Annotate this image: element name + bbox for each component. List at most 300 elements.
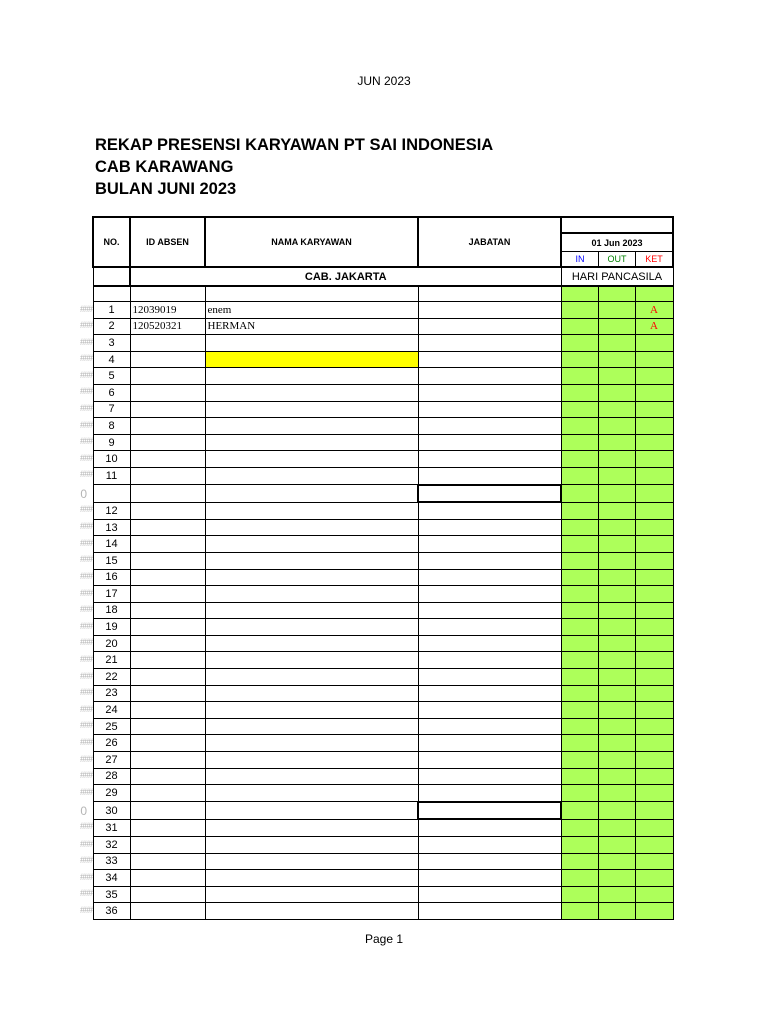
header-date: JUN 2023: [357, 74, 411, 88]
row-ket: [635, 870, 673, 887]
row-id-absen: [130, 368, 205, 385]
row-id-absen: [130, 768, 205, 785]
row-number: 25: [93, 718, 130, 735]
row-number: 12: [93, 502, 130, 519]
row-marker: ###: [79, 653, 92, 664]
row-in: [561, 335, 598, 352]
row-position: [418, 536, 561, 553]
row-employee-name: [205, 418, 418, 435]
row-position: [418, 302, 561, 319]
row-ket: [635, 886, 673, 903]
row-employee-name: [205, 602, 418, 619]
row-ket: [635, 735, 673, 752]
row-ket: [635, 451, 673, 468]
row-ket: [635, 602, 673, 619]
row-out: [598, 735, 635, 752]
row-ket: [635, 768, 673, 785]
row-out: [598, 418, 635, 435]
row-out: [598, 602, 635, 619]
date-header: [561, 217, 673, 267]
row-out: [598, 837, 635, 854]
table-row: [93, 886, 673, 903]
row-out: [598, 552, 635, 569]
row-employee-name: [205, 384, 418, 401]
row-marker: ###: [79, 320, 92, 331]
row-position: [418, 702, 561, 719]
row-marker: ###: [79, 521, 92, 532]
table-row: [93, 384, 673, 401]
row-position: [418, 519, 561, 536]
row-id-absen: [130, 685, 205, 702]
row-position: [418, 335, 561, 352]
row-out: [598, 368, 635, 385]
row-ket: [635, 685, 673, 702]
row-out: [598, 335, 635, 352]
row-position: [418, 318, 561, 335]
row-id-absen: [130, 418, 205, 435]
row-position: [418, 384, 561, 401]
row-marker: ###: [79, 703, 92, 714]
row-employee-name: [205, 569, 418, 586]
row-number: 14: [93, 536, 130, 553]
row-number: 19: [93, 619, 130, 636]
row-position: [418, 785, 561, 802]
row-out: [598, 685, 635, 702]
row-in: [561, 401, 598, 418]
table-row: [93, 652, 673, 669]
row-out: [598, 384, 635, 401]
row-marker: ###: [79, 336, 92, 347]
table-row: [93, 735, 673, 752]
row-position: [418, 368, 561, 385]
row-position: [418, 718, 561, 735]
row-position: [418, 351, 561, 368]
row-id-absen: [130, 752, 205, 769]
row-id-absen: [130, 619, 205, 636]
row-number: 1: [93, 302, 130, 319]
row-number: 8: [93, 418, 130, 435]
row-marker: ###: [79, 687, 92, 698]
row-out: [598, 853, 635, 870]
row-out: [598, 619, 635, 636]
row-out: [598, 485, 635, 503]
table-row: [93, 602, 673, 619]
row-employee-name: [205, 335, 418, 352]
row-number: 15: [93, 552, 130, 569]
row-position: [418, 602, 561, 619]
row-ket: [635, 351, 673, 368]
row-ket: [635, 401, 673, 418]
row-in: [561, 886, 598, 903]
row-ket: [635, 467, 673, 484]
row-out: [598, 669, 635, 686]
row-number: 20: [93, 635, 130, 652]
row-marker: ###: [79, 637, 92, 648]
row-id-absen: [130, 602, 205, 619]
table-row: [93, 903, 673, 920]
row-marker: ###: [79, 436, 92, 447]
date-label: 01 Jun 2023: [562, 234, 672, 252]
row-number: 3: [93, 335, 130, 352]
table-row: [93, 819, 673, 836]
row-id-absen: [130, 401, 205, 418]
row-position: [418, 669, 561, 686]
row-in: [561, 685, 598, 702]
row-employee-name: [205, 434, 418, 451]
row-id-absen: [130, 552, 205, 569]
row-out: [598, 569, 635, 586]
row-number: 13: [93, 519, 130, 536]
out-label: OUT: [599, 252, 636, 266]
row-out: [598, 635, 635, 652]
row-marker: ###: [79, 504, 92, 515]
row-marker: ###: [79, 571, 92, 581]
row-marker: ###: [79, 770, 92, 781]
row-number: 7: [93, 401, 130, 418]
row-marker: ###: [79, 821, 92, 832]
row-position: [418, 485, 561, 503]
row-position: [418, 467, 561, 484]
row-employee-name: [205, 886, 418, 903]
row-in: [561, 536, 598, 553]
ket-label: KET: [645, 254, 663, 264]
row-ket: [635, 802, 673, 820]
row-number: 31: [93, 819, 130, 836]
row-id-absen: [130, 536, 205, 553]
row-id-absen: [130, 569, 205, 586]
row-employee-name: [205, 351, 418, 368]
table-row: [93, 351, 673, 368]
row-position: [418, 886, 561, 903]
row-in: [561, 853, 598, 870]
table-row: [93, 418, 673, 435]
row-employee-name: [205, 785, 418, 802]
row-in: [561, 819, 598, 836]
row-in: [561, 768, 598, 785]
attendance-table: [92, 216, 674, 920]
row-in: [561, 552, 598, 569]
row-id-absen: [130, 335, 205, 352]
row-in: [561, 586, 598, 603]
table-row: [93, 519, 673, 536]
table-row: [93, 502, 673, 519]
col-header-no: NO.: [93, 217, 130, 267]
row-out: [598, 502, 635, 519]
row-marker: ###: [79, 855, 92, 866]
table-row: [93, 802, 673, 820]
row-marker: 0: [80, 803, 86, 818]
row-employee-name: [205, 519, 418, 536]
row-in: [561, 635, 598, 652]
row-in: [561, 837, 598, 854]
row-employee-name: [205, 669, 418, 686]
row-id-absen: [130, 735, 205, 752]
table-row: [93, 635, 673, 652]
row-id-absen: [130, 837, 205, 854]
row-number: 27: [93, 752, 130, 769]
row-number: 23: [93, 685, 130, 702]
row-employee-name: [205, 401, 418, 418]
row-id-absen: [130, 702, 205, 719]
row-out: [598, 752, 635, 769]
table-row: [93, 702, 673, 719]
row-marker: ###: [79, 587, 92, 598]
row-out: [598, 819, 635, 836]
row-marker: ###: [79, 670, 92, 681]
row-marker: ###: [79, 786, 92, 797]
row-employee-name: HERMAN: [205, 318, 418, 335]
row-out: [598, 401, 635, 418]
row-ket: [635, 752, 673, 769]
row-id-absen: [130, 451, 205, 468]
table-row: [93, 768, 673, 785]
table-row: [93, 401, 673, 418]
row-ket: [635, 485, 673, 503]
report-title: REKAP PRESENSI KARYAWAN PT SAI INDONESIA: [95, 136, 494, 154]
row-out: [598, 586, 635, 603]
report-branch-title: CAB KARAWANG: [95, 158, 234, 176]
row-ket: A: [635, 302, 673, 319]
row-position: [418, 903, 561, 920]
row-employee-name: [205, 870, 418, 887]
row-in: [561, 669, 598, 686]
row-ket: [635, 819, 673, 836]
row-ket: [635, 702, 673, 719]
row-position: [418, 434, 561, 451]
row-marker: ###: [79, 888, 92, 899]
row-in: [561, 718, 598, 735]
row-id-absen: [130, 853, 205, 870]
row-ket: [635, 903, 673, 920]
row-out: [598, 718, 635, 735]
row-number: 32: [93, 837, 130, 854]
row-in: [561, 652, 598, 669]
row-id-absen: [130, 802, 205, 820]
row-position: [418, 502, 561, 519]
row-id-absen: [130, 519, 205, 536]
table-row: [93, 552, 673, 569]
row-out: [598, 768, 635, 785]
row-id-absen: [130, 586, 205, 603]
row-position: [418, 735, 561, 752]
row-out: [598, 702, 635, 719]
row-employee-name: [205, 635, 418, 652]
row-ket: [635, 837, 673, 854]
table-row: [93, 718, 673, 735]
row-marker: ###: [79, 736, 92, 747]
row-number: 36: [93, 903, 130, 920]
table-row: [93, 619, 673, 636]
row-position: [418, 401, 561, 418]
table-row: [93, 335, 673, 352]
row-in: [561, 619, 598, 636]
row-marker: ###: [79, 753, 92, 764]
row-number: 29: [93, 785, 130, 802]
row-number: 16: [93, 569, 130, 586]
row-marker: 0: [80, 486, 86, 501]
table-row: [93, 669, 673, 686]
table-row: [93, 586, 673, 603]
row-position: [418, 837, 561, 854]
row-ket: [635, 384, 673, 401]
row-number: 28: [93, 768, 130, 785]
row-employee-name: [205, 586, 418, 603]
row-number: 21: [93, 652, 130, 669]
table-row: [93, 785, 673, 802]
row-marker: ###: [79, 554, 92, 565]
row-ket: [635, 502, 673, 519]
row-ket: [635, 418, 673, 435]
row-id-absen: [130, 718, 205, 735]
row-ket: [635, 536, 673, 553]
row-marker: ###: [79, 353, 92, 364]
in-label: IN: [562, 252, 599, 266]
table-row: [93, 870, 673, 887]
row-marker: ###: [79, 303, 92, 314]
row-id-absen: [130, 502, 205, 519]
row-employee-name: [205, 752, 418, 769]
row-number: 10: [93, 451, 130, 468]
row-id-absen: [130, 384, 205, 401]
row-out: [598, 870, 635, 887]
row-position: [418, 685, 561, 702]
holiday-label: HARI PANCASILA: [561, 267, 673, 286]
row-id-absen: [130, 819, 205, 836]
row-in: [561, 752, 598, 769]
row-employee-name: [205, 485, 418, 503]
table-row: [93, 368, 673, 385]
row-number: 30: [93, 802, 130, 820]
row-out: [598, 351, 635, 368]
row-number: [93, 485, 130, 503]
table-row: [93, 318, 673, 335]
row-in: [561, 485, 598, 503]
row-id-absen: [130, 652, 205, 669]
table-row: [93, 302, 673, 319]
row-position: [418, 768, 561, 785]
row-position: [418, 569, 561, 586]
row-position: [418, 819, 561, 836]
row-id-absen: [130, 467, 205, 484]
row-number: 5: [93, 368, 130, 385]
row-number: 11: [93, 467, 130, 484]
row-number: 22: [93, 669, 130, 686]
row-marker: ###: [79, 537, 92, 548]
row-out: [598, 536, 635, 553]
row-position: [418, 853, 561, 870]
row-employee-name: [205, 451, 418, 468]
row-id-absen: [130, 785, 205, 802]
row-employee-name: [205, 837, 418, 854]
row-out: [598, 318, 635, 335]
row-employee-name: [205, 903, 418, 920]
row-number: 6: [93, 384, 130, 401]
row-marker: ###: [79, 720, 92, 731]
row-in: [561, 870, 598, 887]
row-ket: [635, 552, 673, 569]
row-ket: [635, 368, 673, 385]
row-position: [418, 752, 561, 769]
report-month-title: BULAN JUNI 2023: [95, 180, 237, 198]
row-id-absen: 12039019: [130, 302, 205, 319]
row-ket: [635, 669, 673, 686]
row-out: [598, 785, 635, 802]
row-number: 4: [93, 351, 130, 368]
row-in: [561, 735, 598, 752]
spacer-row: [93, 286, 673, 302]
row-in: [561, 802, 598, 820]
table-row: [93, 685, 673, 702]
row-in: [561, 519, 598, 536]
row-in: [561, 702, 598, 719]
row-out: [598, 519, 635, 536]
col-header-name: NAMA KARYAWAN: [205, 217, 418, 267]
row-employee-name: [205, 702, 418, 719]
row-number: 9: [93, 434, 130, 451]
row-out: [598, 451, 635, 468]
row-marker: ###: [79, 403, 92, 414]
row-position: [418, 418, 561, 435]
table-row: [93, 485, 673, 503]
row-number: 2: [93, 318, 130, 335]
row-position: [418, 586, 561, 603]
row-marker: ###: [79, 419, 92, 430]
row-number: 33: [93, 853, 130, 870]
row-ket: [635, 434, 673, 451]
row-ket: [635, 718, 673, 735]
header-row: [93, 217, 673, 267]
row-ket: [635, 586, 673, 603]
row-marker: ###: [79, 369, 92, 380]
row-position: [418, 635, 561, 652]
row-employee-name: [205, 718, 418, 735]
row-in: [561, 384, 598, 401]
row-employee-name: [205, 853, 418, 870]
row-employee-name: [205, 536, 418, 553]
row-id-absen: [130, 886, 205, 903]
row-in: [561, 368, 598, 385]
row-employee-name: [205, 502, 418, 519]
row-position: [418, 552, 561, 569]
row-employee-name: [205, 619, 418, 636]
row-marker: ###: [79, 904, 92, 915]
row-id-absen: [130, 485, 205, 503]
table-row: [93, 752, 673, 769]
row-employee-name: [205, 552, 418, 569]
row-number: 34: [93, 870, 130, 887]
row-position: [418, 451, 561, 468]
row-ket: [635, 569, 673, 586]
row-number: 26: [93, 735, 130, 752]
row-ket: [635, 519, 673, 536]
row-id-absen: [130, 870, 205, 887]
table-row: [93, 536, 673, 553]
page-number: Page 1: [364, 932, 404, 946]
row-out: [598, 652, 635, 669]
row-in: [561, 602, 598, 619]
row-number: 24: [93, 702, 130, 719]
col-header-id: ID ABSEN: [130, 217, 205, 267]
row-in: [561, 302, 598, 319]
row-ket: [635, 635, 673, 652]
row-position: [418, 619, 561, 636]
row-employee-name: [205, 368, 418, 385]
table-row: [93, 434, 673, 451]
row-employee-name: [205, 652, 418, 669]
row-id-absen: 120520321: [130, 318, 205, 335]
row-marker: ###: [79, 469, 92, 480]
row-marker: ###: [79, 838, 92, 849]
